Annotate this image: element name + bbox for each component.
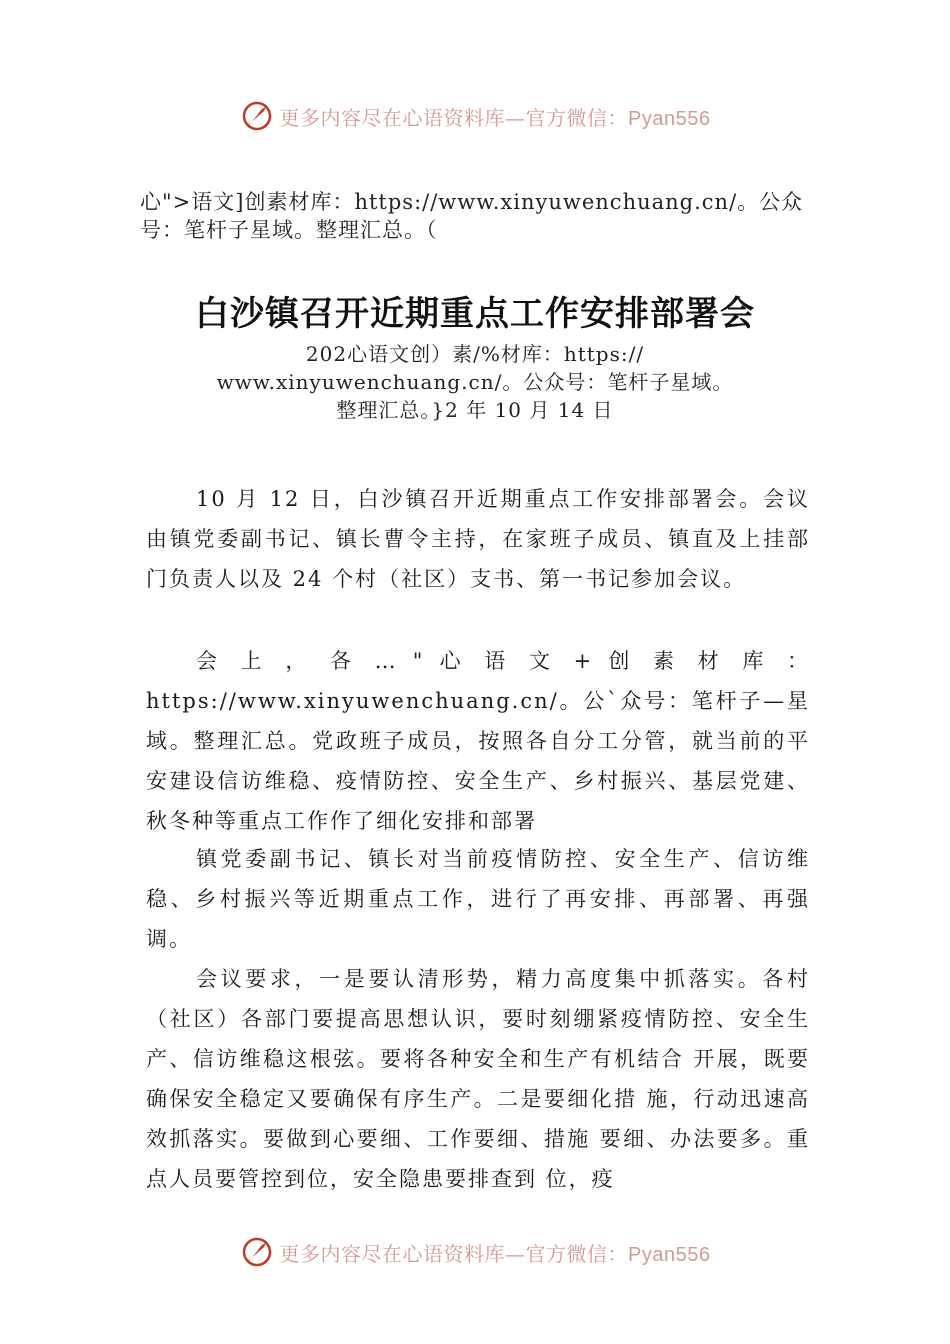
- footer-banner-label: 更多内容尽在心语资料库—官方微信：: [279, 1241, 629, 1266]
- quill-logo-icon: [240, 1235, 274, 1269]
- body-paragraph-3: 镇党委副书记、镇长对当前疫情防控、安全生产、信访维稳、乡村振兴等近期重点工作，进行了再安排、再部署、再强调。: [146, 847, 810, 951]
- footer-banner-id: Pyan556: [628, 1243, 711, 1266]
- header-banner-text: [280, 102, 711, 131]
- footer-watermark-banner: [0, 1230, 950, 1274]
- subtitle-line-1: 202心语文创）素/%材库：https://: [305, 342, 645, 366]
- subtitle-line-3: 整理汇总。}2 年 10 月 14 日: [336, 398, 614, 422]
- header-banner-label: 更多内容尽在心语资料库—官方微信：: [279, 105, 629, 130]
- footer-banner-text: [280, 1238, 711, 1267]
- quill-logo-icon: [240, 99, 274, 133]
- header-banner-id: Pyan556: [628, 107, 711, 130]
- subtitle-line-2: www.xinyuwenchuang.cn/。公众号：笔杆子星域。: [216, 370, 734, 394]
- body-paragraph-1: 10 月 12 日，白沙镇召开近期重点工作安排部署会。会议由镇党委副书记、镇长曹令主持，在家班子成员、镇直及上挂部门负责人以及 24 个村（社区）支书、第一书记参加会议。: [146, 487, 810, 591]
- body-paragraph-4: 会议要求，一是要认清形势，精力高度集中抓落实。各村（社区）各部门要提高思想认识，要时刻绷紧疫情防控、安全生产、信访维稳这根弦。要将各种安全和生产有机结合 开展，既要确保安全稳定又要确保有序生产。二是要细化措 施，行动迅速高效抓落实。要做到心要细、工作要细、措施 要细、办法要多。重点人员要管控到位，安全隐患要排查到 位，疫: [146, 967, 810, 1191]
- article-title: 白沙镇召开近期重点工作安排部署会: [195, 294, 755, 334]
- intro-fragment: [140, 188, 820, 244]
- header-watermark-banner: [0, 94, 950, 138]
- fragment-line-1: 心">语文]创素材库：https://www.xinyuwenchuang.cn/。公众: [140, 190, 804, 214]
- body-paragraph-2: 会 上 ， 各 … " 心 语 文 + 创 素 材 库 ： https://www.xinyuwenchuang.cn/。公`众号：笔杆子—星域。整理汇总。党政班子成员，按照各自分工分管，就当前的平安建设信访维稳、疫情防控、安全生产、乡村振兴、基层党建、秋冬种等重点工作作了细化安排和部署: [146, 649, 810, 833]
- fragment-line-2: 号：笔杆子星域。整理汇总。（: [140, 218, 438, 242]
